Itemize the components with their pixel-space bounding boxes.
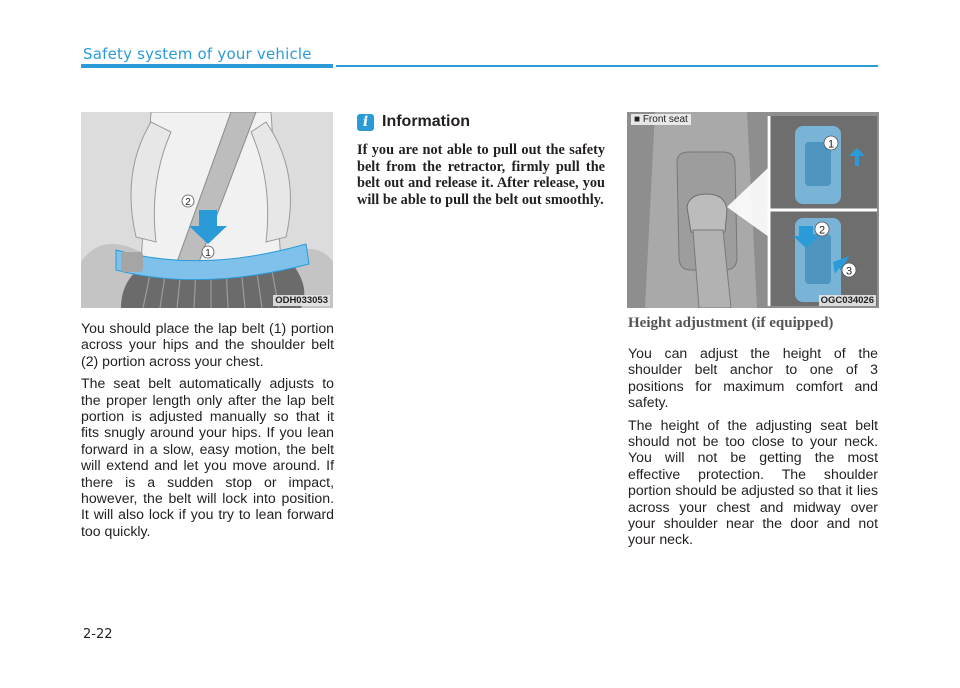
height-adjustment-heading: Height adjustment (if equipped) — [628, 315, 834, 331]
lap-belt-callout-2: 2 — [185, 197, 191, 208]
lap-belt-illustration — [81, 112, 333, 308]
right-paragraph-2: The height of the adjusting seat belt should not be too close to your neck. You will not be getting the most effective protection. The shoulder portion should be adjusted so that it lies across your chest and midway over your shoulder near the door and not your neck. — [628, 416, 878, 548]
height-adjust-illustration — [627, 112, 879, 308]
height-adjust-figure — [627, 112, 879, 308]
information-body: If you are not able to pull out the safety belt from the retractor, firmly pull the belt out and release it. After release, you will be able to pull the belt out smoothly. — [357, 142, 605, 208]
height-callout-2: 2 — [818, 224, 826, 237]
front-seat-tag: ■ Front seat — [631, 114, 691, 125]
height-callout-1: 1 — [827, 138, 835, 151]
section-title: Safety system of your vehicle — [83, 45, 312, 63]
left-paragraph-2: The seat belt automatically adjusts to the proper length only after the lap belt portion is adjusted manually so that it fits snugly around your hips. If you lean forward in a slow, easy motion, the belt will extend and let you move around. If there is a sudden stop or impact, however, the belt will lock into position. It will also lock if you try to lean forward too quickly. — [81, 375, 334, 539]
page-number: 2-22 — [83, 627, 113, 642]
information-icon: i — [357, 114, 374, 131]
right-paragraph-1: You can adjust the height of the shoulder belt anchor to one of 3 positions for maximum comfort and safety. — [628, 345, 878, 411]
information-heading — [357, 113, 470, 131]
lap-belt-callout-1: 1 — [205, 248, 211, 259]
left-paragraph-1: You should place the lap belt (1) portion across your hips and the shoulder belt (2) portion across your chest. — [81, 320, 334, 369]
right-column — [628, 345, 878, 554]
information-title: Information — [382, 113, 470, 130]
lap-belt-figure — [81, 112, 333, 308]
header-rule-thin — [336, 65, 878, 67]
header-rule-thick — [81, 64, 333, 68]
height-callout-3: 3 — [845, 265, 853, 278]
height-adjust-figure-code: OGC034026 — [820, 295, 874, 306]
lap-belt-figure-code: ODH033053 — [275, 295, 328, 306]
left-column — [81, 320, 334, 545]
